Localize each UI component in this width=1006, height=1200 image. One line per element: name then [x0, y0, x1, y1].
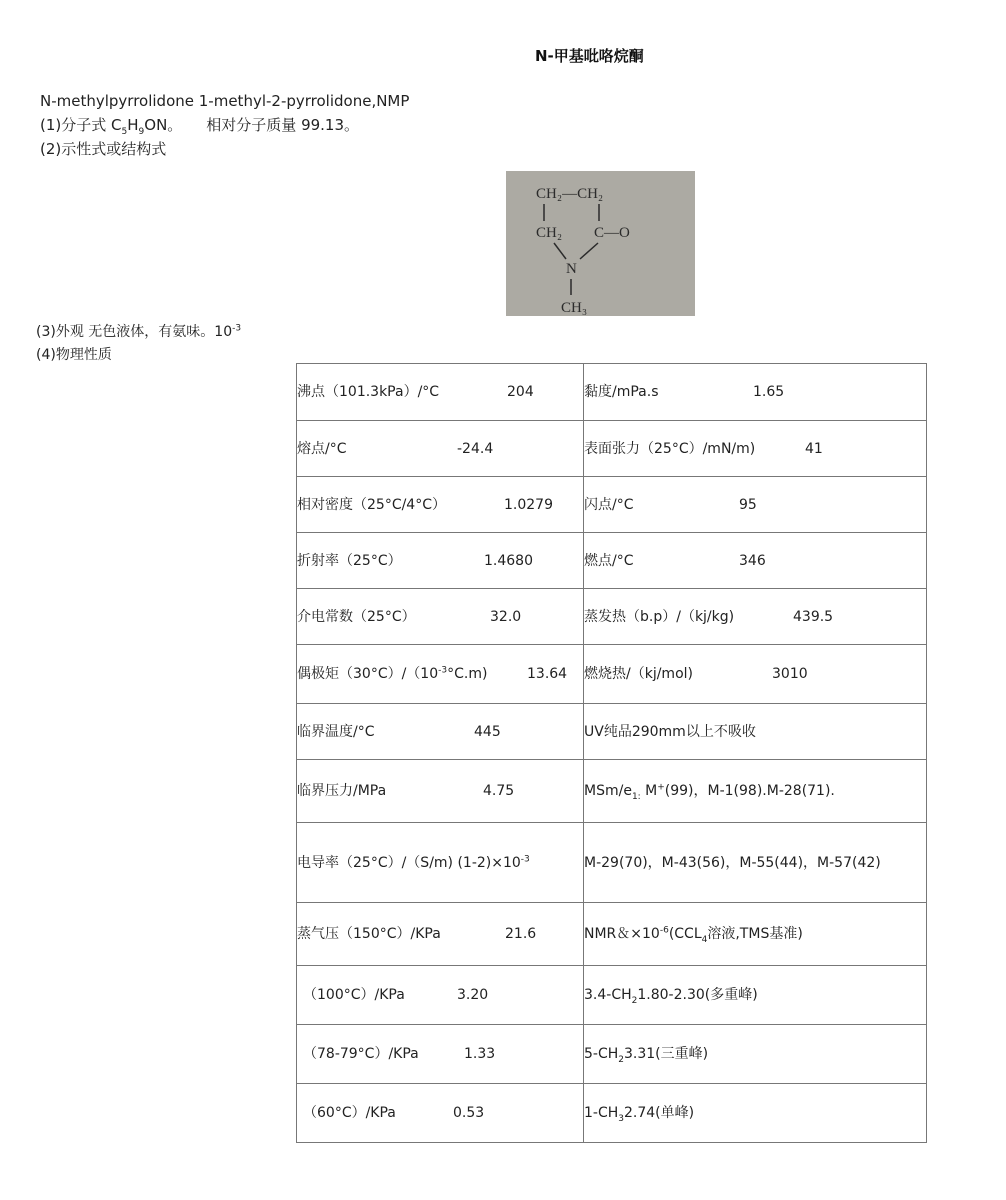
molecular-mass: 相对分子质量 99.13。: [206, 116, 360, 134]
property-value: 1.0279: [504, 496, 553, 513]
struct-methyl: CH₃: [561, 300, 588, 316]
table-row: [297, 421, 927, 477]
property-name: 燃点/°C: [584, 552, 634, 569]
property-name: 临界温度/°C: [297, 723, 375, 740]
table-row: [297, 704, 927, 760]
table-row: [297, 823, 927, 903]
property-name: 沸点（101.3kPa）/°C: [297, 384, 440, 400]
property-name: 偶极矩$(30^\circ C)/(10^{-3}^\circ C.m)$: [297, 665, 488, 682]
struct-nitrogen: N: [566, 261, 577, 277]
table-row: [297, 966, 927, 1025]
property-name: （60°C）/KPa: [303, 1105, 396, 1121]
property-value: 4.75: [483, 783, 515, 799]
property-name: 熔点/°C: [297, 440, 347, 457]
molecular-formula-line: [40, 114, 359, 135]
property-value: 41: [805, 440, 823, 457]
property-value: 346: [739, 552, 766, 569]
property-name: 蒸气压（150°C）/KPa: [297, 926, 441, 942]
property-value: 13.64: [527, 666, 568, 682]
property-name: 表面张力（25°C）/mN/m): [584, 440, 756, 457]
nmr-value: $5-CH_23.31$(三重峰): [584, 1046, 709, 1065]
struct-ch2-top: CH₂—CH₂: [536, 186, 604, 202]
property-value: 1.33: [464, 1046, 496, 1062]
structural-formula-image: [506, 171, 695, 316]
appearance: (3)外观 无色液体，有氨味。$10^{-3}$: [36, 323, 242, 340]
formula-label: (1)分子式: [40, 116, 107, 134]
property-value: 95: [739, 496, 757, 513]
table-row: [297, 364, 927, 421]
property-value: 439.5: [793, 608, 834, 625]
table-row: [297, 645, 927, 704]
mass-spectrum: MSm/$e_{1:}$ M+(99)，M-1(98).M-28(71).: [584, 782, 835, 802]
nmr-heading: NMR＆$\times 10^{-6}(CCL_4$溶液,TMS基准): [584, 925, 803, 945]
compound-names: N-methylpyrrolidone 1-methyl-2-pyrrolidone,NMP: [40, 92, 410, 110]
physical-properties-heading: (4)物理性质: [36, 347, 112, 363]
struct-carbonyl: C—O: [594, 225, 630, 241]
page-title: N-甲基吡咯烷酮: [535, 47, 644, 65]
property-value: 3.20: [457, 987, 489, 1003]
nmr-value: $1-CH_32.74$(单峰): [584, 1105, 695, 1124]
property-name: 相对密度（25°C/4°C）: [297, 496, 446, 513]
property-name: 蒸发热（b.p）/（kj/kg): [584, 608, 735, 625]
table-row: [297, 1025, 927, 1084]
property-name: 燃烧热/（kj/mol): [584, 666, 693, 682]
property-value: -24.4: [457, 440, 494, 457]
property-name: 折射率（25°C）: [297, 552, 402, 569]
property-value: 21.6: [505, 926, 537, 942]
property-value: 1.4680: [484, 552, 533, 569]
table-row: [297, 477, 927, 533]
formula: $C_5H_9ON$。: [111, 116, 183, 137]
property-name: 介电常数（25°C）: [297, 608, 416, 625]
table-row: [297, 589, 927, 645]
property-value: 445: [474, 723, 501, 740]
property-value: 3010: [772, 666, 808, 682]
table-row: [297, 760, 927, 823]
property-value: 1.65: [753, 384, 785, 400]
property-name: 闪点/°C: [584, 496, 634, 513]
structure-heading: (2)示性式或结构式: [40, 140, 167, 158]
property-value: 204: [507, 384, 534, 400]
table-row: [297, 1084, 927, 1143]
property-name: （100°C）/KPa: [303, 987, 405, 1003]
table-row: [297, 533, 927, 589]
mass-spectrum-continued: M-29(70)，M-43(56)，M-55(44)，M-57(42): [584, 854, 881, 871]
property-value: 0.53: [453, 1105, 485, 1121]
uv-note: UV纯品290mm以上不吸收: [584, 723, 756, 740]
struct-ch2-left: CH₂: [536, 225, 563, 241]
property-name: 临界压力/MPa: [297, 783, 387, 799]
property-name: 黏度/mPa.s: [584, 384, 659, 400]
property-name: 电导率（25°C）/（S/m) $(1-2)\times 10^{-3}$: [297, 853, 530, 871]
property-value: 32.0: [490, 608, 522, 625]
physical-properties-table: [296, 363, 927, 1143]
nmr-value: $3.4-CH_21.80-2.30$(多重峰): [584, 987, 758, 1006]
table-row: [297, 903, 927, 966]
property-name: （78-79°C）/KPa: [303, 1046, 419, 1062]
